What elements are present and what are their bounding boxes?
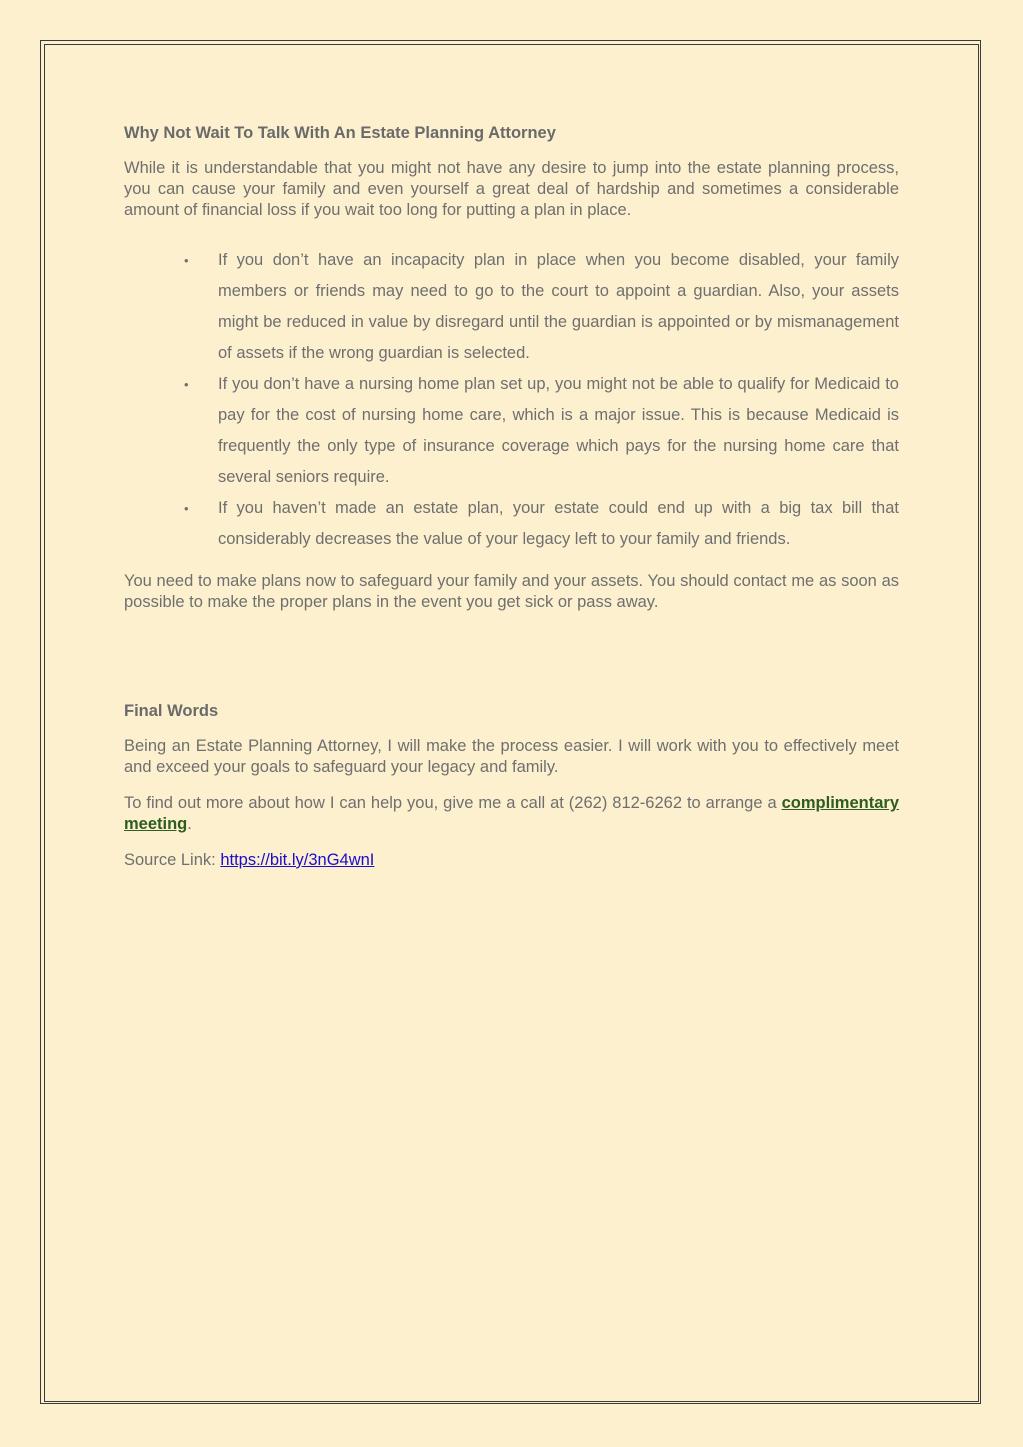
closing-paragraph: You need to make plans now to safeguard your family and your assets. You should contact me as soon as possible to make the proper plans in the event you get sick or pass away. [124, 572, 899, 611]
risk-bullet-list [124, 245, 899, 555]
list-item [184, 493, 899, 555]
call-to-action-paragraph [124, 793, 899, 835]
list-item-text: If you don’t have a nursing home plan set up, you might not be able to qualify for Medicaid to pay for the cost of nursing home care, which is a major issue. This is because Medicaid is frequently the only type of insurance coverage which pays for the nursing home care that several seniors require. [218, 375, 899, 486]
cta-prefix-text: To find out more about how I can help you, give me a call at (262) 812-6262 to arrange a [124, 794, 782, 812]
list-item [184, 245, 899, 369]
source-label: Source Link: [124, 851, 221, 869]
bullet-icon: • [184, 501, 189, 516]
list-item-text: If you don’t have an incapacity plan in place when you become disabled, your family members or friends may need to go to the court to appoint a guardian. Also, your assets might be reduced in value by disregard until the guardian is appointed or by mismanagement of assets if the wrong guardian is selected. [218, 251, 899, 362]
cta-suffix-text: . [187, 815, 192, 833]
section-heading-why-not-wait: Why Not Wait To Talk With An Estate Planning Attorney [124, 124, 556, 142]
bullet-icon: • [184, 253, 189, 268]
list-item [184, 369, 899, 493]
bullet-icon: • [184, 377, 189, 392]
source-line [124, 850, 899, 871]
section-heading-final-words: Final Words [124, 702, 219, 720]
document-content [124, 122, 899, 886]
final-words-paragraph: Being an Estate Planning Attorney, I will make the process easier. I will work with you to effectively meet and exceed your goals to safeguard your legacy and family. [124, 737, 899, 776]
complimentary-meeting-link[interactable]: complimentary meeting [124, 794, 899, 833]
list-item-text: If you haven’t made an estate plan, your estate could end up with a big tax bill that considerably decreases the value of your legacy left to your family and friends. [218, 499, 899, 548]
section-spacer [124, 628, 899, 700]
intro-paragraph: While it is understandable that you might not have any desire to jump into the estate planning process, you can cause your family and even yourself a great deal of hardship and sometimes a considerable amount of financial loss if you wait too long for putting a plan in place. [124, 159, 899, 219]
source-url-link[interactable]: https://bit.ly/3nG4wnI [220, 851, 375, 869]
